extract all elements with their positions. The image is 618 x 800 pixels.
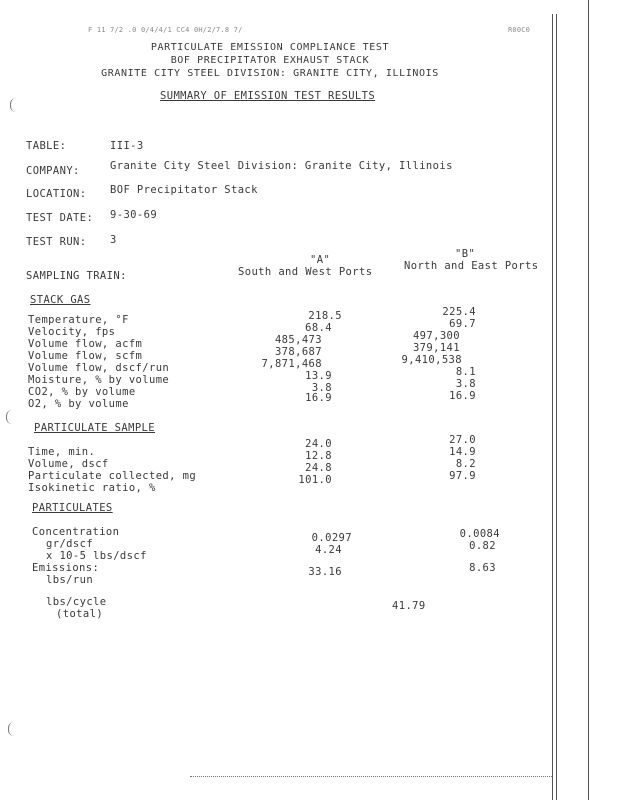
- sample-a-value: 12.8: [305, 450, 332, 462]
- stack-gas-a-value: 68.4: [305, 322, 332, 334]
- stack-gas-label: Velocity, fps: [28, 326, 116, 338]
- sample-b-value: 27.0: [449, 434, 476, 446]
- lbs-run-label: lbs/run: [46, 574, 94, 586]
- sample-label: Time, min.: [28, 446, 96, 458]
- table-label: TABLE:: [26, 140, 67, 152]
- column-b-name: North and East Ports: [404, 260, 539, 272]
- sample-b-value: 97.9: [449, 470, 476, 482]
- stack-gas-a-value: 485,473: [274, 334, 322, 346]
- stack-gas-a-value: 16.9: [305, 392, 332, 404]
- stack-gas-label: CO2, % by volume: [28, 386, 136, 398]
- lbs-cycle-label: lbs/cycle: [46, 596, 107, 608]
- stack-gas-label: Volume flow, acfm: [28, 338, 143, 350]
- sample-label: Isokinetic ratio, %: [28, 482, 156, 494]
- emissions-label: Emissions:: [32, 562, 100, 574]
- stack-gas-b-value: 8.1: [455, 366, 476, 378]
- test-date-value: 9-30-69: [110, 209, 158, 221]
- stack-gas-b-value: 379,141: [412, 342, 460, 354]
- top-stamp: F 11 7/2 .0 0/4/4/1 CC4 0H/2/7.8 7/: [88, 26, 243, 34]
- sample-label: Volume, dscf: [28, 458, 109, 470]
- page-title: SUMMARY OF EMISSION TEST RESULTS: [160, 90, 376, 102]
- test-date-label: TEST DATE:: [26, 212, 94, 224]
- lbs-dscf-a-value: 4.24: [315, 544, 342, 556]
- page-stamp: R00C0: [508, 26, 531, 34]
- sample-a-value: 24.0: [305, 438, 332, 450]
- column-a-name: South and West Ports: [238, 266, 373, 278]
- stack-gas-b-value: 9,410,538: [401, 354, 462, 366]
- stack-gas-a-value: 13.9: [305, 370, 332, 382]
- header-line-1: PARTICULATE EMISSION COMPLIANCE TEST: [150, 42, 390, 53]
- location-value: BOF Precipitator Stack: [110, 184, 258, 196]
- stack-gas-b-value: 225.4: [442, 306, 476, 318]
- grdscf-label: gr/dscf: [46, 538, 94, 550]
- stack-gas-heading: STACK GAS: [30, 294, 91, 306]
- lbs-dscf-label: x 10-5 lbs/dscf: [46, 550, 147, 562]
- stack-gas-b-value: 497,300: [412, 330, 460, 342]
- stack-gas-label: Moisture, % by volume: [28, 374, 170, 386]
- stack-gas-a-value: 218.5: [308, 310, 342, 322]
- sample-label: Particulate collected, mg: [28, 470, 197, 482]
- stack-gas-a-value: 3.8: [311, 382, 332, 394]
- sample-a-value: 101.0: [298, 474, 332, 486]
- stack-gas-a-value: 7,871,468: [261, 358, 322, 370]
- particulates-heading: PARTICULATES: [32, 502, 113, 514]
- lbs-run-a-value: 33.16: [308, 566, 342, 578]
- stack-gas-b-value: 69.7: [449, 318, 476, 330]
- test-run-label: TEST RUN:: [26, 236, 87, 248]
- sampling-train-label: SAMPLING TRAIN:: [26, 270, 127, 282]
- column-a-tag: "A": [310, 254, 331, 266]
- header-line-2: BOF PRECIPITATOR EXHAUST STACK: [170, 55, 370, 66]
- lbs-run-b-value: 8.63: [469, 562, 496, 574]
- concentration-label: Concentration: [32, 526, 120, 538]
- stack-gas-label: Temperature, °F: [28, 314, 129, 326]
- stack-gas-label: Volume flow, scfm: [28, 350, 143, 362]
- particulate-sample-heading: PARTICULATE SAMPLE: [34, 422, 155, 434]
- sample-a-value: 24.8: [305, 462, 332, 474]
- stack-gas-a-value: 378,687: [274, 346, 322, 358]
- lbs-cycle-value: 41.79: [392, 600, 426, 612]
- location-label: LOCATION:: [26, 188, 87, 200]
- test-run-value: 3: [110, 234, 117, 246]
- lbs-dscf-b-value: 0.82: [469, 540, 496, 552]
- grdscf-a-value: 0.0297: [311, 532, 352, 544]
- column-b-tag: "B": [455, 248, 476, 260]
- total-label: (total): [56, 608, 104, 620]
- company-value: Granite City Steel Division: Granite City, Illinois: [110, 160, 453, 172]
- stack-gas-b-value: 3.8: [455, 378, 476, 390]
- header-line-3: GRANITE CITY STEEL DIVISION: GRANITE CITY, ILLINOIS: [101, 68, 439, 79]
- table-value: III-3: [110, 140, 144, 152]
- sample-b-value: 8.2: [455, 458, 476, 470]
- stack-gas-b-value: 16.9: [449, 390, 476, 402]
- sample-b-value: 14.9: [449, 446, 476, 458]
- grdscf-b-value: 0.0084: [459, 528, 500, 540]
- stack-gas-label: Volume flow, dscf/run: [28, 362, 170, 374]
- stack-gas-label: O2, % by volume: [28, 398, 129, 410]
- company-label: COMPANY:: [26, 165, 80, 177]
